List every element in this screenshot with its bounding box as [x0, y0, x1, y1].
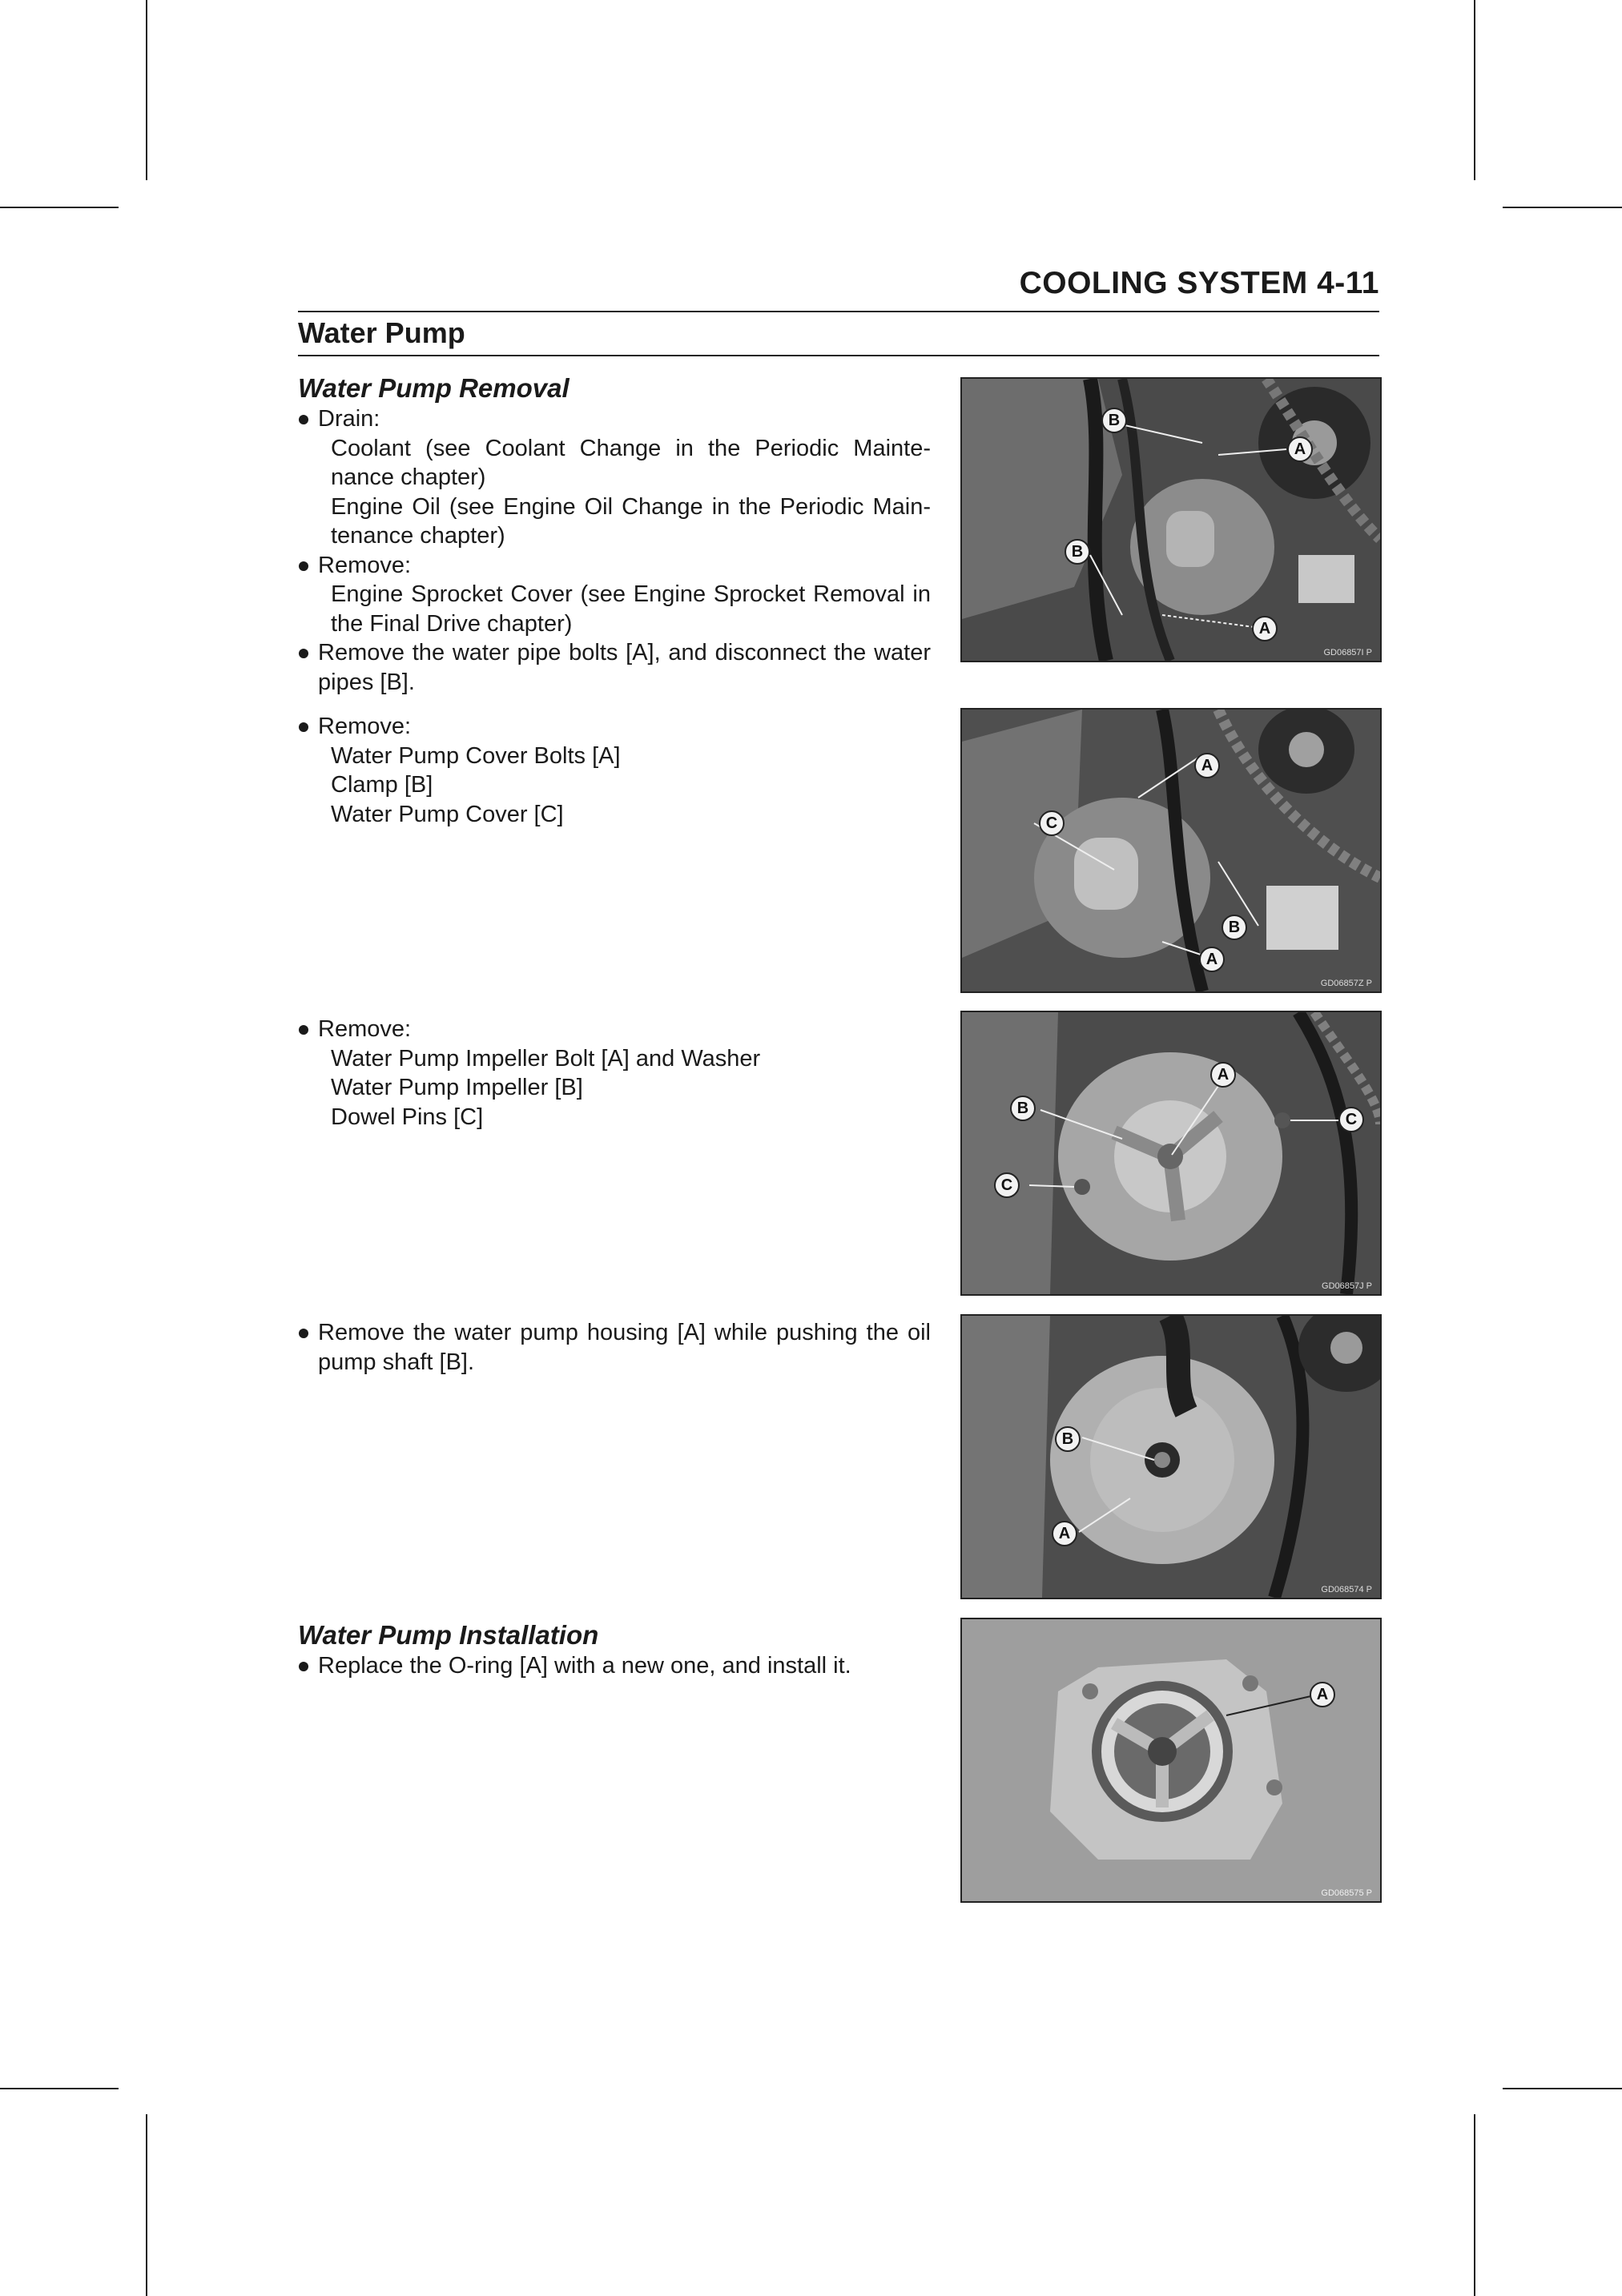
installation-block: [298, 1619, 931, 1681]
subitem-text: Water Pump Impeller Bolt [A] and Washer: [331, 1045, 761, 1072]
subitem-text: Water Pump Cover [C]: [331, 801, 564, 827]
figure-impeller: [960, 1011, 1382, 1296]
step-label: Replace the O-ring [A] with a new one, and install it.: [318, 1653, 851, 1679]
callout-marker: B: [1065, 539, 1090, 565]
step-subitem: [298, 800, 931, 830]
figure-water-pipes: [960, 377, 1382, 662]
crop-mark: [1474, 0, 1475, 180]
step-subitem: [298, 742, 931, 771]
step-subitem: [298, 493, 931, 551]
crop-mark: [1503, 2088, 1622, 2089]
callout-marker: A: [1199, 947, 1225, 972]
step-remove: [298, 551, 931, 581]
callout-marker: C: [1338, 1107, 1364, 1132]
step-label: Remove:: [318, 1016, 412, 1042]
callout-marker: B: [1101, 408, 1127, 433]
step-subitem: [298, 1044, 931, 1074]
figure-id: GD06857I P: [1323, 648, 1372, 657]
step-replace-oring: [298, 1651, 931, 1681]
step-subitem: [298, 1073, 931, 1103]
engine-photo: [962, 1012, 1380, 1294]
removal-block-2: [298, 712, 931, 829]
callout-marker: A: [1210, 1062, 1236, 1088]
step-label: Remove the water pump housing [A] while pushing the oil pump shaft [B].: [318, 1320, 931, 1375]
engine-photo: [962, 710, 1380, 991]
installation-heading: Water Pump Installation: [298, 1620, 599, 1650]
step-drain: [298, 404, 931, 434]
crop-mark: [146, 0, 147, 180]
running-title: COOLING SYSTEM 4-11: [1019, 266, 1379, 300]
step-label: Drain:: [318, 406, 380, 432]
step-subitem: [298, 770, 931, 800]
callout-marker: B: [1010, 1096, 1036, 1121]
callout-marker: C: [994, 1172, 1020, 1198]
step-label: Remove the water pipe bolts [A], and disconnect the water pipes [B].: [318, 640, 931, 695]
step-remove: [298, 1015, 931, 1044]
subitem-text: Dowel Pins [C]: [331, 1104, 484, 1130]
removal-block-1: [298, 372, 931, 697]
callout-marker: A: [1052, 1521, 1077, 1546]
section-header: [298, 313, 1379, 356]
step-label: Remove:: [318, 714, 412, 739]
callout-marker: B: [1055, 1426, 1081, 1452]
subitem-text: Engine Oil (see Engine Oil Change in the Periodic Main-tenance chapter): [331, 493, 931, 549]
subitem-text: Coolant (see Coolant Change in the Periodic Mainte-nance chapter): [331, 435, 931, 490]
step-remove-water-pipe: [298, 638, 931, 697]
step-remove-housing: [298, 1318, 931, 1377]
section-title: Water Pump: [298, 316, 465, 349]
figure-id: GD068575 P: [1321, 1888, 1372, 1898]
step-subitem: [298, 580, 931, 638]
engine-photo: [962, 1316, 1380, 1598]
removal-heading: Water Pump Removal: [298, 373, 570, 403]
callout-marker: C: [1039, 810, 1065, 836]
figure-pump-cover: [960, 708, 1382, 993]
subitem-text: Engine Sprocket Cover (see Engine Sprocket Removal in the Final Drive chapter): [331, 581, 931, 637]
subitem-text: Water Pump Impeller [B]: [331, 1075, 583, 1100]
callout-marker: A: [1287, 436, 1313, 462]
callout-marker: B: [1222, 915, 1247, 940]
subitem-text: Water Pump Cover Bolts [A]: [331, 742, 621, 769]
crop-mark: [0, 2088, 119, 2089]
figure-oring: [960, 1618, 1382, 1903]
step-subitem: [298, 1103, 931, 1132]
callout-marker: A: [1310, 1682, 1335, 1707]
crop-mark: [146, 2114, 147, 2296]
crop-mark: [1474, 2114, 1475, 2296]
part-photo: [962, 1619, 1380, 1901]
engine-photo: [962, 379, 1380, 661]
running-header: [298, 264, 1379, 312]
step-subitem: [298, 434, 931, 493]
step-remove: [298, 712, 931, 742]
figure-pump-housing: [960, 1314, 1382, 1599]
crop-mark: [1503, 207, 1622, 208]
step-label: Remove:: [318, 552, 412, 578]
removal-block-4: [298, 1318, 931, 1377]
subitem-text: Clamp [B]: [331, 772, 433, 798]
figure-id: GD068574 P: [1321, 1585, 1372, 1594]
crop-mark: [0, 207, 119, 208]
removal-block-3: [298, 1015, 931, 1132]
figure-id: GD06857J P: [1322, 1281, 1372, 1291]
callout-marker: A: [1194, 753, 1220, 778]
figure-id: GD06857Z P: [1320, 979, 1372, 988]
callout-marker: A: [1252, 616, 1278, 641]
